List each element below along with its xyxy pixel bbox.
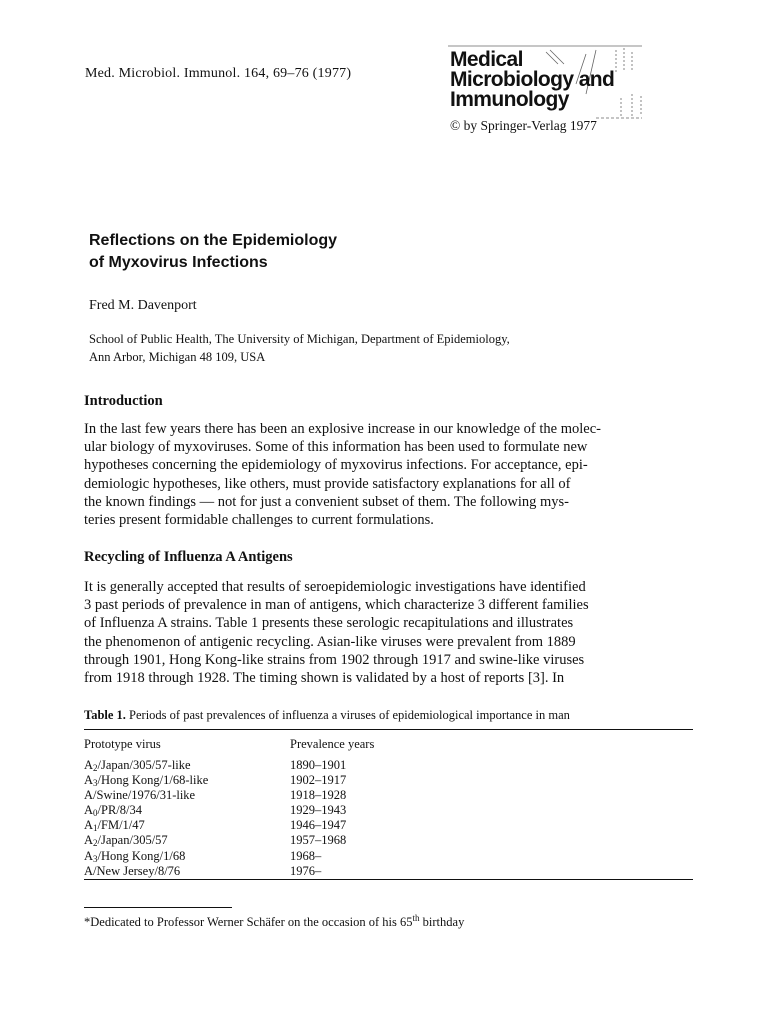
paragraph-line: hypotheses concerning the epidemiology of myxovirus infections. For acceptance, epi-	[84, 457, 588, 474]
journal-name	[450, 50, 614, 110]
table-header-row	[84, 736, 684, 756]
prevalence-years-cell: 1890–1901	[290, 758, 347, 772]
virus-prefix: A/New Jersey/8/76	[84, 863, 181, 878]
virus-prefix: A	[84, 773, 94, 788]
virus-prefix: A	[84, 833, 94, 848]
virus-subtype: 2	[93, 838, 98, 849]
table-header-cell: Prototype virus	[84, 737, 161, 751]
journal-citation: Med. Microbiol. Immunol. 164, 69–76 (1977)	[85, 66, 352, 81]
table-row	[84, 788, 684, 803]
prototype-virus-cell	[84, 818, 290, 833]
table-label: Table 1.	[84, 708, 126, 722]
prevalence-years-cell: 1918–1928	[290, 788, 347, 803]
paragraph-line: from 1918 through 1928. The timing shown is validated by a host of reports [3]. In	[84, 670, 565, 687]
virus-strain: /Japan/305/57-like	[97, 758, 191, 772]
virus-strain: /Hong Kong/1/68-like	[97, 773, 209, 788]
paper-title-line: Reflections on the Epidemiology	[89, 232, 338, 249]
prevalence-years-cell: 1902–1917	[290, 773, 347, 788]
virus-subtype: 2	[93, 763, 98, 773]
virus-prefix: A	[84, 758, 94, 772]
footnote-text-end: birthday	[419, 915, 465, 929]
paragraph-line: It is generally accepted that results of seroepidemiologic investigations have identified	[84, 579, 586, 595]
affiliation-line: School of Public Health, The University of Michigan, Department of Epidemiology,	[89, 332, 510, 346]
table-row	[84, 758, 684, 773]
author-name: Fred M. Davenport	[89, 298, 197, 313]
footnote-rule	[84, 907, 232, 908]
table-body	[84, 758, 684, 879]
paragraph-line: In the last few years there has been an explosive increase in our knowledge of the molec-	[84, 421, 601, 437]
table-bottom-rule	[84, 879, 693, 880]
prevalence-years-cell: 1976–	[290, 863, 322, 878]
table-header-cell: Prevalence years	[290, 737, 375, 751]
paragraph-line: demiologic hypotheses, like others, must provide satisfactory explanations for all of	[84, 475, 571, 492]
prototype-virus-cell	[84, 833, 290, 848]
virus-strain: /PR/8/34	[97, 803, 142, 818]
prevalence-years-cell: 1957–1968	[290, 833, 347, 848]
affiliation-line: Ann Arbor, Michigan 48 109, USA	[89, 350, 266, 364]
table-row	[84, 864, 684, 879]
journal-logo	[446, 44, 646, 120]
paragraph-line: the phenomenon of antigenic recycling. Asian-like viruses were prevalent from 1889	[84, 633, 576, 650]
virus-subtype: 0	[93, 808, 98, 819]
table-caption-text: Periods of past prevalences of influenza a viruses of epidemiological importance in man	[129, 708, 570, 722]
virus-strain: /FM/1/47	[97, 818, 145, 833]
prototype-virus-cell	[84, 849, 290, 864]
recycling-paragraph	[84, 578, 692, 687]
paragraph-line: the known findings — not for just a convenient subset of them. The following mys-	[84, 493, 570, 510]
table-row	[84, 818, 684, 833]
prototype-virus-cell	[84, 803, 290, 818]
prototype-virus-cell	[84, 864, 290, 879]
virus-strain: /Hong Kong/1/68	[97, 848, 186, 863]
prototype-virus-cell	[84, 758, 290, 773]
prevalence-years-cell: 1946–1947	[290, 818, 347, 833]
paragraph-line: ular biology of myxoviruses. Some of this information has been used to formulate new	[84, 439, 588, 456]
prevalence-table	[84, 736, 684, 879]
journal-name-line: Microbiology and	[450, 68, 615, 91]
virus-subtype: 3	[93, 778, 98, 789]
virus-prefix: A	[84, 848, 94, 863]
publisher-copyright: © by Springer-Verlag 1977	[450, 118, 597, 133]
prevalence-years-cell: 1929–1943	[290, 803, 347, 818]
prototype-virus-cell	[84, 773, 290, 788]
table-row	[84, 773, 684, 788]
virus-subtype: 3	[93, 853, 98, 864]
journal-name-line: Medical	[450, 48, 523, 71]
footnote	[84, 915, 464, 930]
author-affiliation	[89, 330, 649, 366]
paragraph-line: through 1901, Hong Kong-like strains from 1902 through 1917 and swine-like viruses	[84, 651, 585, 668]
prevalence-years-cell: 1968–	[290, 848, 322, 863]
footnote-text: *Dedicated to Professor Werner Schäfer on the occasion of his 65	[84, 915, 413, 929]
paper-title-line: of Myxovirus Infections	[89, 254, 268, 271]
table-row	[84, 833, 684, 848]
section-heading-introduction: Introduction	[84, 393, 163, 409]
paragraph-line: 3 past periods of prevalence in man of antigens, which characterize 3 different families	[84, 597, 589, 614]
virus-prefix: A/Swine/1976/31-like	[84, 788, 196, 803]
table-caption	[84, 708, 570, 723]
virus-strain: /Japan/305/57	[97, 833, 168, 848]
table-top-rule	[84, 729, 693, 730]
paragraph-line: of Influenza A strains. Table 1 presents these serologic recapitulations and illustrates	[84, 615, 574, 632]
introduction-paragraph	[84, 420, 692, 529]
table-row	[84, 803, 684, 818]
paper-title	[89, 230, 469, 274]
virus-prefix: A	[84, 818, 94, 833]
journal-name-line: Immunology	[450, 88, 569, 111]
virus-prefix: A	[84, 803, 94, 818]
table-row	[84, 849, 684, 864]
prototype-virus-cell	[84, 788, 290, 803]
footnote-superscript: th	[412, 913, 420, 923]
virus-subtype: 1	[93, 823, 98, 834]
paragraph-line: teries present formidable challenges to current formulations.	[84, 512, 434, 529]
section-heading-recycling: Recycling of Influenza A Antigens	[84, 549, 293, 565]
